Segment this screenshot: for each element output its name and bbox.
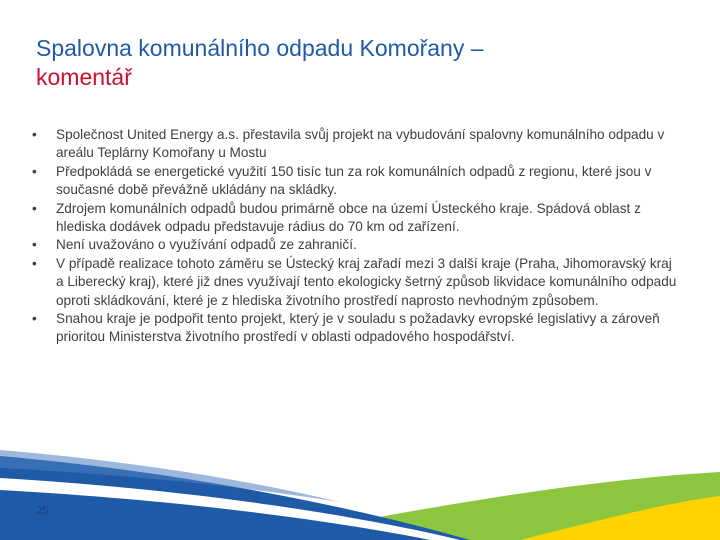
slide-title xyxy=(36,34,696,92)
bullet-item: • Snahou kraje je podpořit tento projekt, který je v souladu s požadavky evropské legislativy a zároveň prioritou Ministerstva životního prostředí v oblasti odpadového hospodářství. xyxy=(30,310,680,347)
slide-title-line2: komentář xyxy=(36,64,132,90)
bullet-item: • Není uvažováno o využívání odpadů ze zahraničí. xyxy=(30,236,680,254)
slide-title-line1: Spalovna komunálního odpadu Komořany – xyxy=(36,35,484,61)
bullet-item: • Společnost United Energy a.s. přestavila svůj projekt na vybudování spalovny komunálního odpadu v areálu Teplárny Komořany u Mostu xyxy=(30,126,680,163)
bullet-list xyxy=(30,126,680,347)
bullet-item: • V případě realizace tohoto záměru se Ústecký kraj zařadí mezi 3 další kraje (Praha, Jihomoravský kraj a Liberecký kraj), které již dnes využívají tento ekologicky šetrný způsob likvidace komunálního odpadu oproti skládkování, které je z hlediska životního prostředí naprosto nevhodným způsobem. xyxy=(30,255,680,310)
bullet-item: • Zdrojem komunálních odpadů budou primárně obce na území Ústeckého kraje. Spádová oblast z hlediska dodávek odpadu představuje rádius do 70 km od zařízení. xyxy=(30,200,680,237)
footer-wave-decoration xyxy=(0,450,720,540)
page-number: 25 xyxy=(36,505,49,517)
bullet-item: • Předpokládá se energetické využití 150 tisíc tun za rok komunálních odpadů z regionu, které jsou v současné době převážně ukládány na skládky. xyxy=(30,163,680,200)
